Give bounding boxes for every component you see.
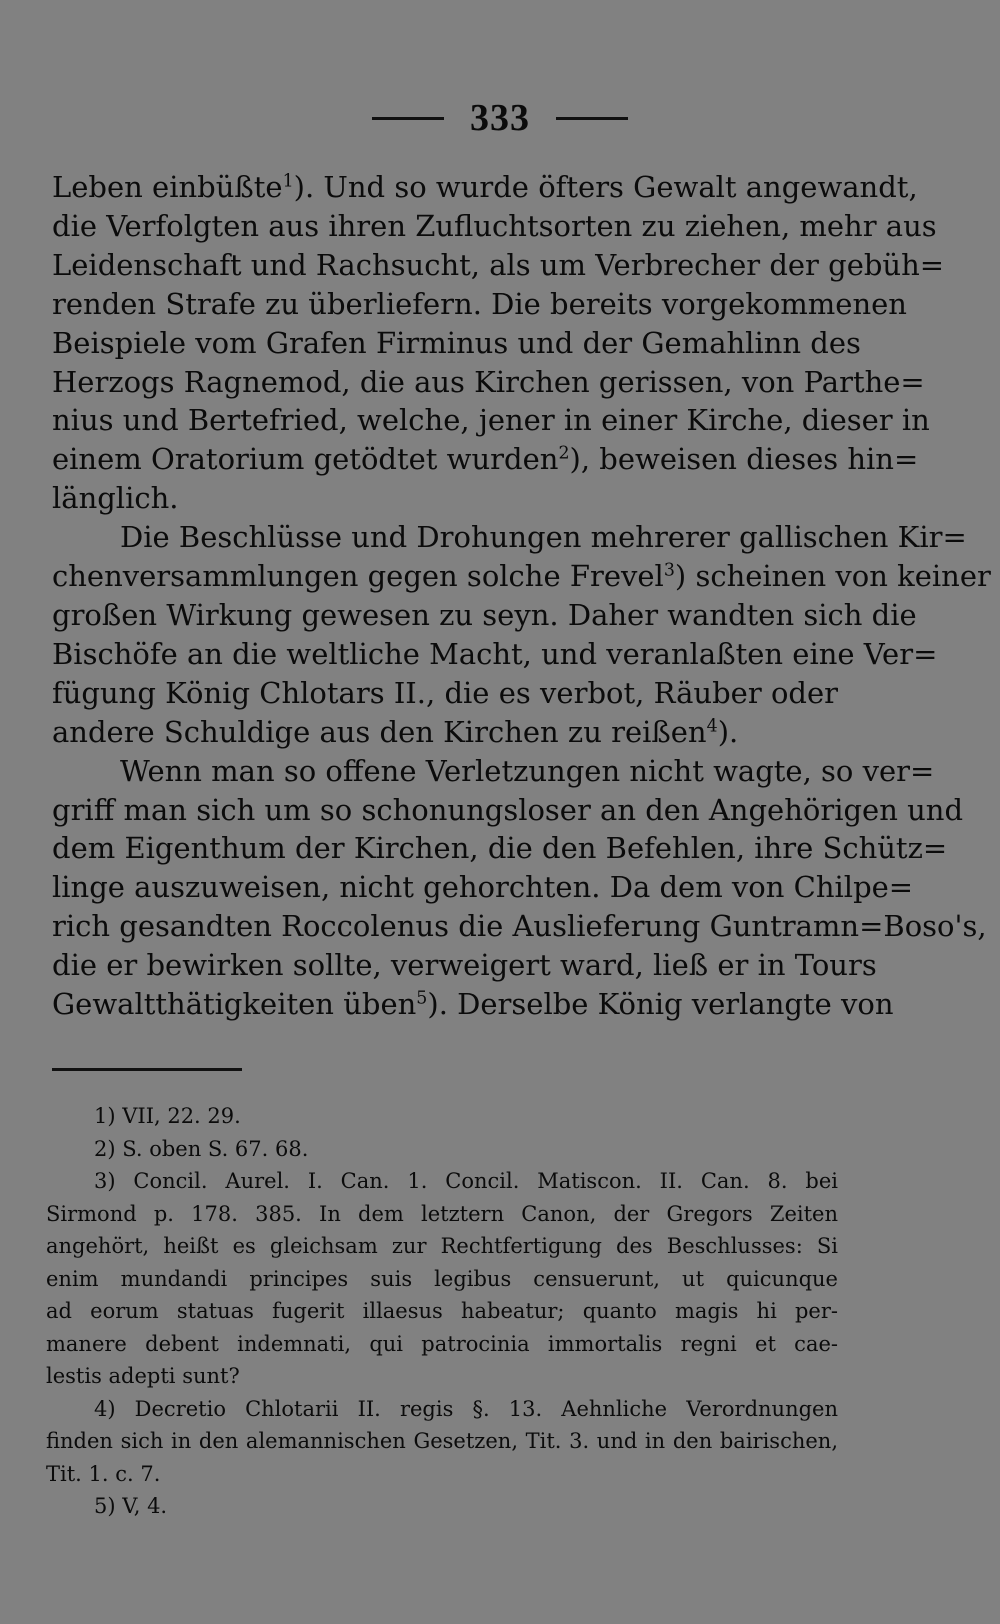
line-text: enim mundandi principes suis legibus censuerunt, ut quicunque xyxy=(46,1266,838,1291)
page-number: 333 xyxy=(470,97,530,139)
line-text: Wenn man so offene Verletzungen nicht wagte, so ver= xyxy=(120,753,935,788)
text-line xyxy=(52,596,917,635)
line-text: nius und Bertefried, welche, jener in einer Kirche, dieser in xyxy=(52,403,930,438)
header-rule-left xyxy=(372,117,444,120)
text-line xyxy=(52,401,930,440)
line-text: die er bewirken sollte, verweigert ward, ließ er in Tours xyxy=(52,948,877,983)
footnote-line xyxy=(46,1360,838,1393)
line-text: 5) V, 4. xyxy=(94,1494,168,1518)
line-text: Gewaltthätigkeiten üben xyxy=(52,987,417,1022)
footnotes xyxy=(46,1100,838,1523)
line-text: Leidenschaft und Rachsucht, als um Verbrecher der gebüh= xyxy=(52,247,945,282)
line-text: dem Eigenthum der Kirchen, die den Befehlen, ihre Schütz= xyxy=(52,831,948,866)
text-line xyxy=(52,752,935,791)
footnote-line xyxy=(46,1328,838,1361)
footnote-line xyxy=(46,1393,838,1426)
footnote-line xyxy=(46,1490,838,1523)
body-text xyxy=(52,168,991,1024)
footnote-ref: 4 xyxy=(706,716,718,737)
line-text: manere debent indemnati, qui patrocinia immortalis regni et cae- xyxy=(46,1331,838,1356)
line-text-after: ). xyxy=(717,714,739,749)
header-rule-right xyxy=(556,117,628,120)
footnote-line xyxy=(46,1458,838,1491)
text-line xyxy=(52,479,838,518)
text-line xyxy=(52,207,937,246)
line-text-after: ). Derselbe König verlangte von xyxy=(427,987,894,1022)
line-text: rich gesandten Roccolenus die Auslieferung Guntramn=Boso's, xyxy=(52,909,987,944)
footnote-ref: 3 xyxy=(663,560,675,581)
text-line xyxy=(52,635,938,674)
footnote-line xyxy=(46,1263,838,1296)
text-line xyxy=(52,168,918,207)
text-line xyxy=(52,440,919,479)
line-text: angehört, heißt es gleichsam zur Rechtfertigung des Beschlusses: Si xyxy=(46,1234,838,1258)
footnote-ref: 1 xyxy=(282,171,294,192)
line-text: finden sich in den alemannischen Gesetzen, Tit. 3. und in den bairischen, xyxy=(46,1429,838,1453)
text-line xyxy=(52,674,838,713)
text-line xyxy=(52,985,894,1024)
line-text: linge auszuweisen, nicht gehorchten. Da dem von Chilpe= xyxy=(52,870,914,905)
line-text: griff man sich um so schonungsloser an den Angehörigen und xyxy=(52,792,964,827)
footnote-line xyxy=(46,1198,838,1231)
line-text-after: ), beweisen dieses hin= xyxy=(569,442,919,477)
footnote-line xyxy=(46,1100,838,1133)
line-text: Die Beschlüsse und Drohungen mehrerer gallischen Kir= xyxy=(120,520,967,555)
text-line xyxy=(52,907,987,946)
text-line xyxy=(52,713,838,752)
line-text-after: ) scheinen von keiner xyxy=(674,559,991,594)
line-text: fügung König Chlotars II., die es verbot, Räuber oder xyxy=(52,675,838,710)
footnote-line xyxy=(46,1295,838,1328)
text-line xyxy=(52,557,991,596)
line-text: 2) S. oben S. 67. 68. xyxy=(94,1136,309,1161)
footnote-line xyxy=(46,1133,838,1166)
line-text: Tit. 1. c. 7. xyxy=(46,1461,161,1486)
text-line xyxy=(52,324,861,363)
text-line xyxy=(52,518,967,557)
line-text: Beispiele vom Grafen Firminus und der Gemahlinn des xyxy=(52,325,861,360)
text-line xyxy=(52,868,914,907)
line-text: lestis adepti sunt? xyxy=(46,1364,240,1388)
line-text: einem Oratorium getödtet wurden xyxy=(52,442,559,477)
line-text: die Verfolgten aus ihren Zufluchtsorten zu ziehen, mehr aus xyxy=(52,208,937,243)
text-line xyxy=(52,246,945,285)
footnote-line xyxy=(46,1230,838,1263)
page-header xyxy=(0,96,1000,140)
line-text: 4) Decretio Chlotarii II. regis §. 13. Aehnliche Verordnungen xyxy=(94,1396,838,1421)
text-line xyxy=(52,946,877,985)
line-text: renden Strafe zu überliefern. Die bereits vorgekommenen xyxy=(52,286,907,321)
text-line xyxy=(52,285,907,324)
line-text: andere Schuldige aus den Kirchen zu reißen xyxy=(52,714,707,749)
text-line xyxy=(52,791,964,830)
line-text: großen Wirkung gewesen zu seyn. Daher wandten sich die xyxy=(52,597,917,632)
text-line xyxy=(52,829,948,868)
footnote-separator xyxy=(52,1068,242,1071)
line-text: länglich. xyxy=(52,481,179,516)
line-text: Sirmond p. 178. 385. In dem letztern Canon, der Gregors Zeiten xyxy=(46,1201,838,1226)
footnote-line xyxy=(46,1165,838,1198)
footnote-ref: 2 xyxy=(558,443,570,464)
line-text: Leben einbüßte xyxy=(52,170,283,204)
line-text: 3) Concil. Aurel. I. Can. 1. Concil. Matiscon. II. Can. 8. bei xyxy=(94,1169,838,1193)
line-text: 1) VII, 22. 29. xyxy=(94,1104,241,1128)
line-text: chenversammlungen gegen solche Frevel xyxy=(52,559,664,594)
footnote-ref: 5 xyxy=(416,988,428,1009)
line-text-after: ). Und so wurde öfters Gewalt angewandt, xyxy=(293,170,918,204)
line-text: ad eorum statuas fugerit illaesus habeatur; quanto magis hi per- xyxy=(46,1299,838,1323)
line-text: Herzogs Ragnemod, die aus Kirchen gerissen, von Parthe= xyxy=(52,364,925,399)
line-text: Bischöfe an die weltliche Macht, und veranlaßten eine Ver= xyxy=(52,636,938,671)
text-line xyxy=(52,363,925,402)
footnote-line xyxy=(46,1425,838,1458)
